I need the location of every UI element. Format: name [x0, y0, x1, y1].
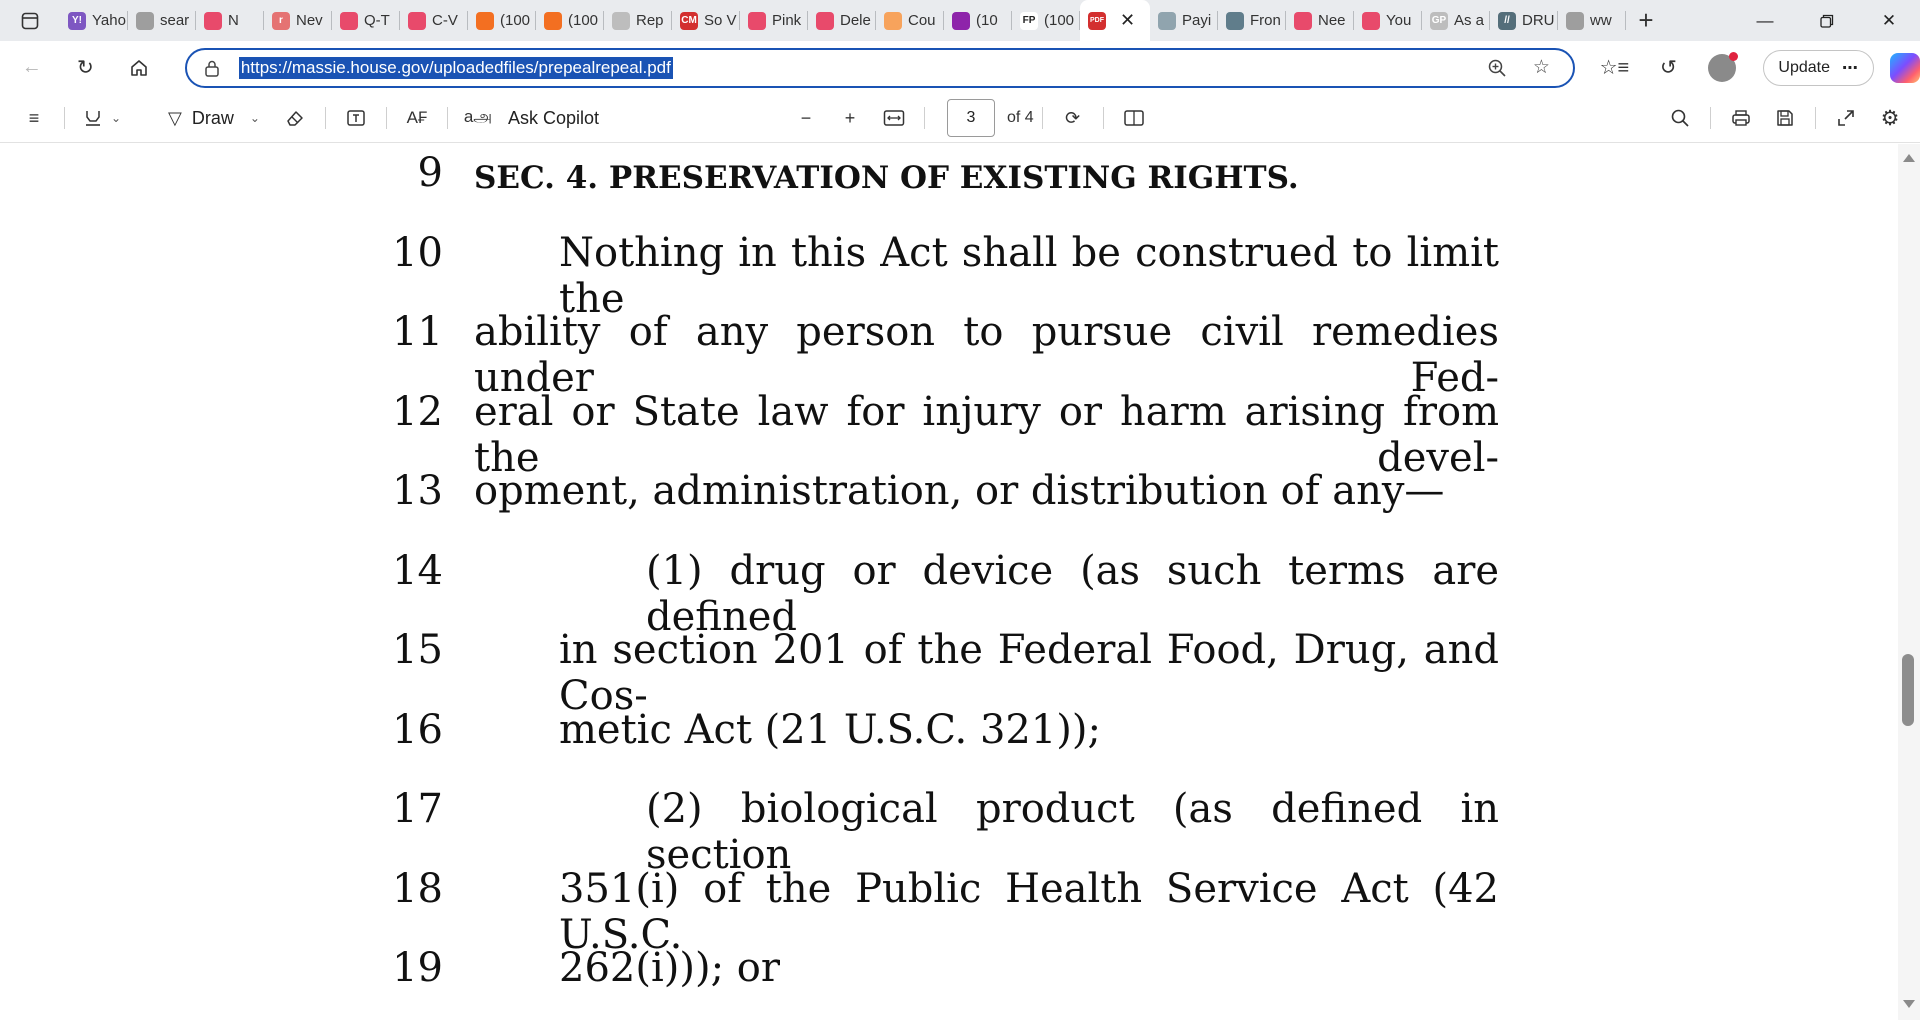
tab-favicon-icon: [476, 12, 494, 30]
draw-label: Draw: [191, 107, 234, 128]
fit-width-button[interactable]: [872, 100, 916, 136]
tab-favicon-icon: [544, 12, 562, 30]
line-number: 12: [392, 388, 443, 435]
tab-title: Dele: [840, 12, 871, 29]
tab[interactable]: [400, 0, 468, 41]
tab-favicon-icon: [1566, 12, 1584, 30]
fullscreen-button[interactable]: [1824, 100, 1868, 136]
line-number: 19: [392, 945, 443, 991]
tab[interactable]: [332, 0, 400, 41]
document-line: [0, 388, 1898, 481]
lock-icon[interactable]: [201, 57, 223, 79]
line-text: 262(i))); or: [559, 945, 780, 991]
tab[interactable]: [604, 0, 672, 41]
current-page: 3: [966, 109, 976, 126]
document-line: [0, 627, 1898, 719]
tab-actions-button[interactable]: [0, 0, 60, 41]
read-aloud-icon: A₣: [406, 108, 428, 127]
tab-title: As a: [1454, 12, 1485, 29]
line-number: 18: [392, 865, 443, 912]
zoom-button[interactable]: [1475, 51, 1519, 85]
ask-copilot-button[interactable]: [508, 100, 608, 136]
tab-title: sear: [160, 12, 190, 29]
tab-favicon-icon: [1294, 12, 1312, 30]
pdf-page: [0, 144, 1898, 1020]
line-number: 15: [392, 627, 443, 673]
tab-favicon-icon: //: [1498, 12, 1516, 30]
search-button[interactable]: [1658, 100, 1702, 136]
tab[interactable]: [128, 0, 196, 41]
back-button[interactable]: [8, 48, 56, 88]
divider: [1815, 107, 1816, 129]
tab-favicon-icon: [1362, 12, 1380, 30]
document-line: [0, 229, 1898, 322]
rotate-button[interactable]: [1051, 100, 1095, 136]
tab-favicon-icon: FP: [1020, 12, 1038, 30]
profile-button[interactable]: [1695, 48, 1749, 88]
chevron-down-icon: ⌄: [110, 111, 122, 125]
document-line: [0, 547, 1898, 640]
divider: [924, 107, 925, 129]
tab-title: DRU: [1522, 12, 1555, 29]
zoom-in-icon: [1487, 58, 1507, 78]
tab-title: (10: [976, 12, 998, 29]
page-view-button[interactable]: [1112, 100, 1156, 136]
page-number-input[interactable]: [947, 99, 995, 137]
favorites-button[interactable]: [1587, 48, 1641, 88]
document-line: [0, 786, 1898, 878]
tab[interactable]: [1218, 0, 1286, 41]
translate-button[interactable]: [456, 100, 500, 136]
tab-title: Nee: [1318, 12, 1346, 29]
divider: [325, 107, 326, 129]
url-text[interactable]: https://massie.house.gov/uploadedfiles/prepealrepeal.pdf: [240, 57, 671, 77]
tab-title: (100: [1044, 12, 1075, 29]
minimize-icon: —: [1756, 10, 1774, 30]
zoom-in-button[interactable]: [828, 100, 872, 136]
address-bar[interactable]: [185, 48, 1576, 88]
copilot-icon[interactable]: [1890, 53, 1920, 83]
contents-button[interactable]: [12, 100, 56, 136]
divider: [1710, 107, 1711, 129]
tab[interactable]: [536, 0, 604, 41]
line-text: in section 201 of the Federal Food, Drug, and Cos-: [559, 627, 1499, 719]
draw-icon: ▽: [168, 107, 182, 128]
translate-icon: aஅ: [463, 107, 493, 126]
history-button[interactable]: [1641, 48, 1695, 88]
save-icon: [1775, 108, 1795, 128]
close-window-button[interactable]: [1858, 0, 1920, 41]
text-box-button[interactable]: [334, 100, 378, 136]
page-view-icon: [1123, 109, 1145, 127]
restore-icon: [1820, 14, 1834, 28]
close-icon: ✕: [1881, 10, 1897, 30]
line-text: eral or State law for injury or harm arising from the devel-: [474, 388, 1499, 481]
tab-favicon-icon: [204, 12, 222, 30]
read-aloud-button[interactable]: [395, 100, 439, 136]
tab-list: [60, 0, 1626, 41]
erase-button[interactable]: [273, 100, 317, 136]
eraser-icon: [285, 108, 305, 128]
tab[interactable]: [1422, 0, 1490, 41]
minimize-button[interactable]: [1734, 0, 1796, 41]
tab-favicon-icon: [408, 12, 426, 30]
tab[interactable]: [1150, 0, 1218, 41]
tab-title: Fron: [1250, 12, 1281, 29]
tab[interactable]: [1286, 0, 1354, 41]
scroll-down-arrow-icon[interactable]: [1903, 1000, 1915, 1008]
tab-favicon-icon: [816, 12, 834, 30]
divider: [1042, 107, 1043, 129]
document-line: [0, 468, 1898, 547]
gear-icon: ⚙: [1880, 106, 1900, 130]
minus-icon: −: [800, 107, 812, 128]
plus-icon: +: [844, 107, 856, 128]
tab[interactable]: [808, 0, 876, 41]
tab-active[interactable]: [1080, 0, 1150, 41]
ask-copilot-label: Ask Copilot: [508, 107, 600, 128]
refresh-button[interactable]: [62, 48, 110, 88]
tab-favicon-icon: [340, 12, 358, 30]
tab[interactable]: [1490, 0, 1558, 41]
browser-tools: [1587, 48, 1920, 88]
update-label: Update: [1778, 58, 1831, 76]
document-line: [0, 150, 1898, 229]
tab[interactable]: [740, 0, 808, 41]
document-line: [0, 865, 1898, 958]
tab-title: Rep: [636, 12, 664, 29]
line-number: 13: [392, 468, 443, 514]
tab[interactable]: [944, 0, 1012, 41]
zoom-out-button[interactable]: [784, 100, 828, 136]
line-number: 10: [392, 229, 443, 276]
tab[interactable]: [876, 0, 944, 41]
search-icon: [1670, 108, 1690, 128]
chevron-down-icon: ⌄: [249, 111, 260, 125]
list-icon: ≡: [28, 107, 40, 128]
divider: [386, 107, 387, 129]
tab[interactable]: [1012, 0, 1080, 41]
favorites-list-icon: ☆≡: [1599, 57, 1630, 79]
more-icon[interactable]: ⋯: [1842, 59, 1860, 77]
favorite-button[interactable]: [1519, 51, 1563, 85]
settings-button[interactable]: [1868, 100, 1912, 136]
page-count: of 4: [1007, 109, 1034, 126]
section-heading: SEC. 4. PRESERVATION OF EXISTING RIGHTS.: [474, 160, 1299, 196]
back-arrow-icon: ←: [21, 56, 42, 78]
tab-favicon-icon: [1226, 12, 1244, 30]
scrollbar-thumb[interactable]: [1902, 654, 1914, 726]
tab-title: ww: [1590, 12, 1612, 29]
refresh-icon: ↻: [77, 57, 94, 79]
text-box-icon: [346, 108, 366, 128]
star-icon: ☆: [1532, 57, 1550, 78]
tab-close-icon[interactable]: ✕: [1120, 10, 1136, 30]
tab-actions-icon: [21, 12, 39, 30]
tab-favicon-icon: GP: [1430, 12, 1448, 30]
line-text: 351(i) of the Public Health Service Act (42 U.S.C.: [559, 865, 1499, 958]
scroll-up-arrow-icon[interactable]: [1903, 154, 1915, 162]
document-line: [0, 945, 1898, 1024]
rotate-icon: ⟳: [1065, 107, 1081, 128]
tab-title: Q-T: [364, 12, 390, 29]
tab[interactable]: [468, 0, 536, 41]
line-number: 9: [417, 150, 443, 196]
pdf-viewer[interactable]: [0, 144, 1898, 1020]
home-button[interactable]: [115, 48, 163, 88]
tab-title: You: [1386, 12, 1412, 29]
line-text: (1) drug or device (as such terms are defined: [646, 547, 1499, 640]
pdf-toolbar: [0, 94, 1920, 143]
expand-icon: [1836, 108, 1856, 128]
tab-favicon-icon: [136, 12, 154, 30]
tab-title: C-V: [432, 12, 458, 29]
tab[interactable]: [60, 0, 128, 41]
navigation-bar: [0, 41, 1920, 94]
tab-favicon-icon: PDF: [1088, 12, 1106, 30]
address-bar-actions: [1475, 51, 1563, 85]
tab-title: Pink: [772, 12, 802, 29]
tab-favicon-icon: [884, 12, 902, 30]
tab-favicon-icon: [612, 12, 630, 30]
document-line: [0, 309, 1898, 401]
line-text: ability of any person to pursue civil remedies under Fed-: [474, 309, 1499, 401]
print-button[interactable]: [1719, 100, 1763, 136]
tab-title: Nev: [296, 12, 323, 29]
tab[interactable]: [196, 0, 264, 41]
line-number: 16: [392, 706, 443, 753]
save-button[interactable]: [1763, 100, 1807, 136]
line-text: (2) biological product (as defined in section: [646, 786, 1499, 878]
tab-favicon-icon: CM: [680, 12, 698, 30]
draw-button[interactable]: [155, 100, 273, 136]
avatar: [1708, 54, 1736, 82]
fit-width-icon: [883, 109, 905, 127]
line-number: 17: [392, 786, 443, 832]
tab-title: N: [228, 12, 239, 29]
history-icon: ↺: [1660, 57, 1677, 79]
line-text: Nothing in this Act shall be construed to limit the: [559, 229, 1499, 322]
update-button[interactable]: [1763, 50, 1874, 86]
tab-title: So V: [704, 12, 737, 29]
document-line: [0, 707, 1898, 786]
divider: [64, 107, 65, 129]
line-number: 11: [392, 309, 443, 355]
line-text: metic Act (21 U.S.C. 321));: [559, 706, 1101, 753]
line-text: opment, administration, or distribution of any—: [474, 468, 1445, 514]
tab-title: Cou: [908, 12, 936, 29]
highlighter-icon: [83, 108, 103, 128]
divider: [1103, 107, 1104, 129]
tab[interactable]: [672, 0, 740, 41]
tab-favicon-icon: [952, 12, 970, 30]
tab-favicon-icon: [1158, 12, 1176, 30]
divider: [447, 107, 448, 129]
tab-favicon-icon: Y!: [68, 12, 86, 30]
tab-title: Yaho: [92, 12, 126, 29]
tab-title: (100: [500, 12, 531, 29]
window-controls: [1734, 0, 1920, 41]
tab[interactable]: [1558, 0, 1626, 41]
tab[interactable]: [264, 0, 332, 41]
restore-button[interactable]: [1796, 0, 1858, 41]
tab-strip: [0, 0, 1920, 41]
tab[interactable]: [1354, 0, 1422, 41]
line-number: 14: [392, 547, 443, 594]
tab-favicon-icon: r: [272, 12, 290, 30]
tab-title: Payi: [1182, 12, 1212, 29]
vertical-scrollbar[interactable]: [1898, 144, 1920, 1020]
plus-icon: +: [1638, 5, 1654, 35]
tab-title: (100: [568, 12, 599, 29]
highlight-button[interactable]: [73, 100, 131, 136]
new-tab-button[interactable]: [1626, 0, 1666, 41]
home-icon: [129, 58, 149, 78]
tab-favicon-icon: [748, 12, 766, 30]
printer-icon: [1731, 108, 1751, 128]
